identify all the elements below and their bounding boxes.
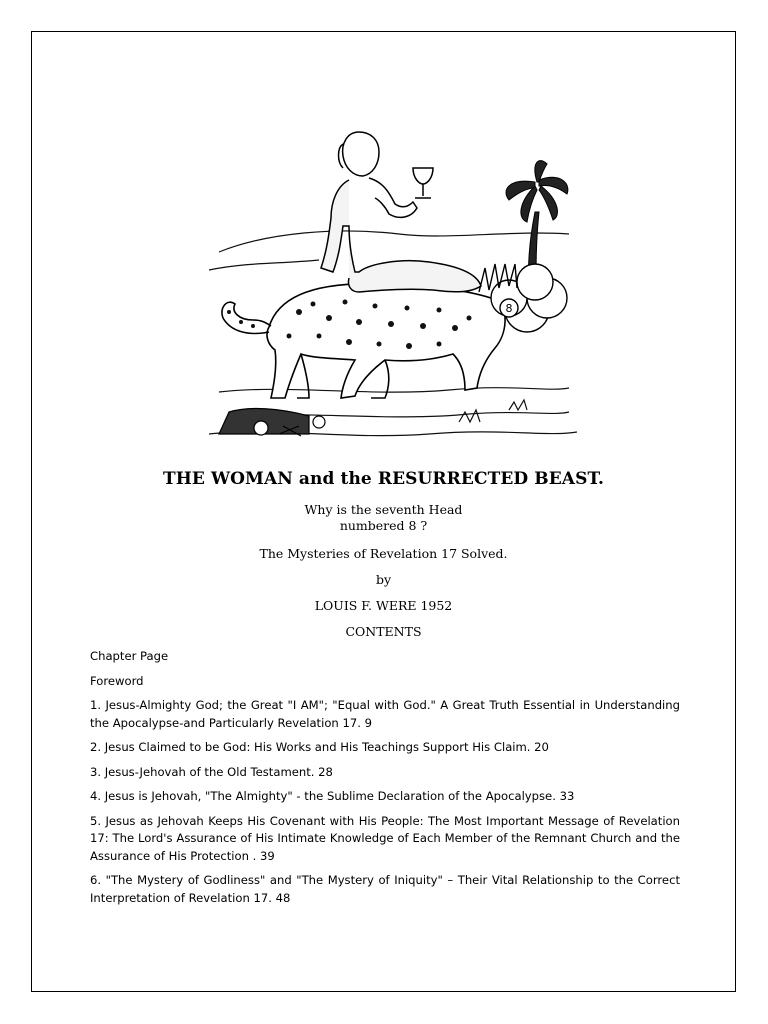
contents-heading: CONTENTS xyxy=(345,624,422,639)
document-page xyxy=(31,31,736,992)
by-line: by xyxy=(375,572,392,587)
toc-entry: 6. "The Mystery of Godliness" and "The Mystery of Iniquity" – Their Vital Relationship to the Correct Interpretation of Revelation 17. 48 xyxy=(90,873,680,905)
question-line-2: numbered 8 ? xyxy=(339,518,428,533)
subtitle: The Mysteries of Revelation 17 Solved. xyxy=(259,546,508,561)
chapter-page-header: Chapter Page xyxy=(90,649,169,663)
document-title: THE WOMAN and the RESURRECTED BEAST. xyxy=(162,469,605,489)
table-of-contents xyxy=(90,648,680,914)
question-line-1: Why is the seventh Head xyxy=(304,502,463,517)
toc-entry: 4. Jesus is Jehovah, "The Almighty" - the Sublime Declaration of the Apocalypse. 33 xyxy=(90,789,575,803)
woman-figure xyxy=(321,132,481,292)
head-number-label: 8 xyxy=(505,302,513,315)
toc-entry: 3. Jesus-Jehovah of the Old Testament. 28 xyxy=(90,764,333,779)
foreword-entry: Foreword xyxy=(90,673,144,688)
toc-entry: 1. Jesus-Almighty God; the Great "I AM"; "Equal with God." A Great Truth Essential in Understanding the Apocalypse-and Particularly Revelation 17. 9 xyxy=(90,698,680,730)
author: LOUIS F. WERE 1952 xyxy=(314,598,453,613)
woman-riding-beast-illustration-icon xyxy=(209,122,577,452)
toc-entry: 2. Jesus Claimed to be God: His Works and His Teachings Support His Claim. 20 xyxy=(90,740,549,754)
beast-body xyxy=(222,284,505,398)
toc-entry: 5. Jesus as Jehovah Keeps His Covenant with His People: The Most Important Message of Revelation 17: The Lord's Assurance of His Intimate Knowledge of Each Member of the Remnant Church and the Assurance of His Protection . 39 xyxy=(90,813,680,863)
skulls-and-bones xyxy=(219,409,325,436)
